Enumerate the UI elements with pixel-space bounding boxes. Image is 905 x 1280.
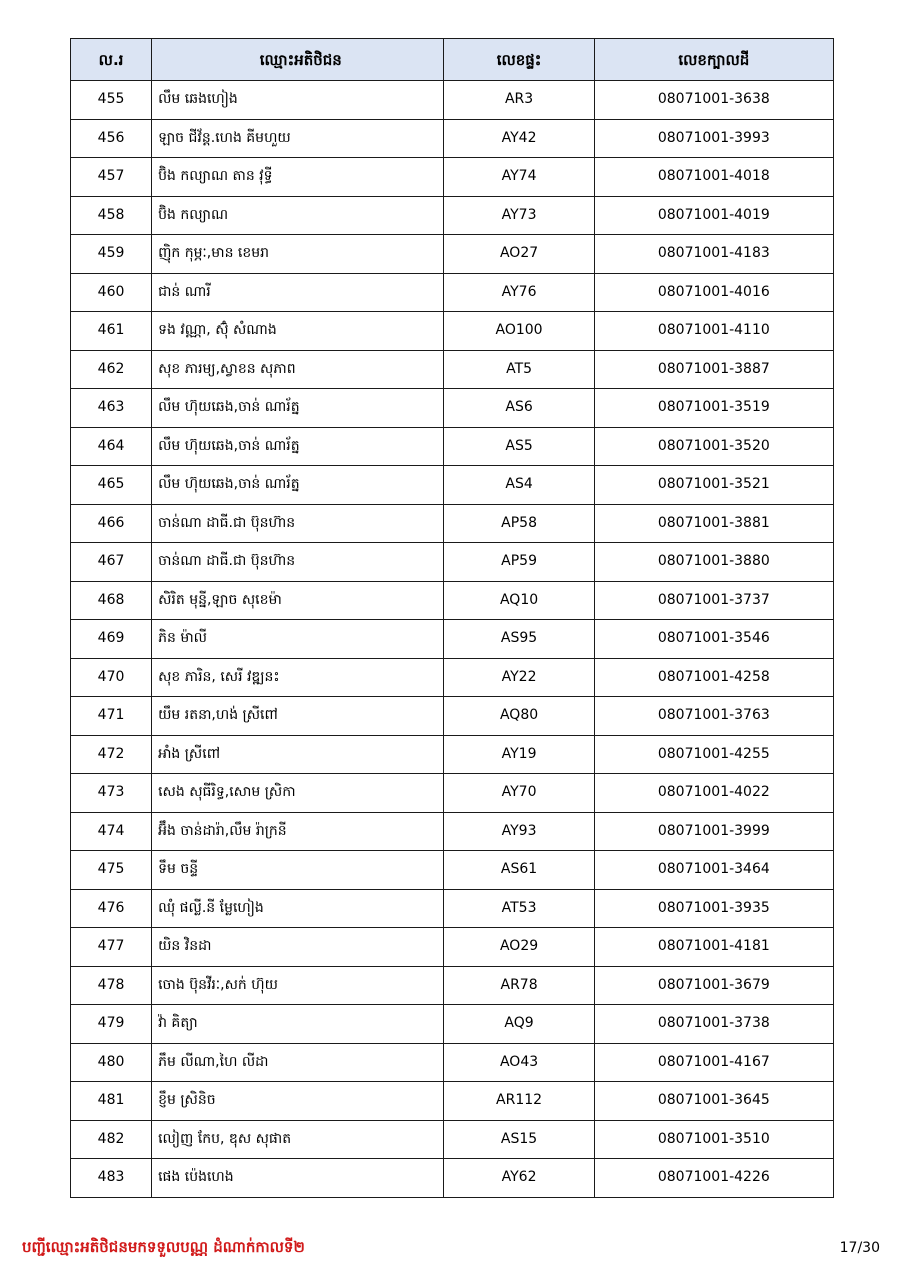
row-number: 469 bbox=[71, 620, 152, 659]
table-row bbox=[71, 658, 834, 697]
house-number: AY76 bbox=[444, 273, 594, 312]
row-number: 468 bbox=[71, 581, 152, 620]
customer-name: ភឹម លីណា,ហៃ លីដា bbox=[152, 1043, 444, 1082]
row-number: 470 bbox=[71, 658, 152, 697]
house-number: AQ9 bbox=[444, 1005, 594, 1044]
customer-name: លឹម ហ៊ុយឆេង,ចាន់ ណារ័ត្ន bbox=[152, 389, 444, 428]
land-title-number: 08071001-3881 bbox=[594, 504, 833, 543]
row-number: 460 bbox=[71, 273, 152, 312]
house-number: AO29 bbox=[444, 928, 594, 967]
customer-name: អាំង ស្រីពៅ bbox=[152, 735, 444, 774]
land-title-number: 08071001-3935 bbox=[594, 889, 833, 928]
table-row bbox=[71, 1043, 834, 1082]
row-number: 455 bbox=[71, 81, 152, 120]
table-row bbox=[71, 273, 834, 312]
table-row bbox=[71, 235, 834, 274]
customer-name: ញ៉ិក កុម្ភៈ,មាន ខេមរា bbox=[152, 235, 444, 274]
footer-title: បញ្ជីឈ្មោះអតិថិជនមកទទួលបណ្ណ ដំណាក់កាលទី២ bbox=[22, 1238, 305, 1256]
customer-name: សុខ ភារិន, សេរី វឌ្ឍនះ bbox=[152, 658, 444, 697]
house-number: AY73 bbox=[444, 196, 594, 235]
house-number: AS5 bbox=[444, 427, 594, 466]
row-number: 471 bbox=[71, 697, 152, 736]
customer-name: ភិន ម៉ាលី bbox=[152, 620, 444, 659]
customer-name: យឹម រតនា,ហង់ ស្រីពៅ bbox=[152, 697, 444, 736]
house-number: AS15 bbox=[444, 1120, 594, 1159]
row-number: 480 bbox=[71, 1043, 152, 1082]
land-title-number: 08071001-4181 bbox=[594, 928, 833, 967]
customer-name: ប៊ិង កល្យាណ តាន វុទ្ធី bbox=[152, 158, 444, 197]
page-number: 17/30 bbox=[839, 1240, 880, 1256]
land-title-number: 08071001-3999 bbox=[594, 812, 833, 851]
house-number: AS6 bbox=[444, 389, 594, 428]
house-number: AP58 bbox=[444, 504, 594, 543]
land-title-number: 08071001-3738 bbox=[594, 1005, 833, 1044]
table-row bbox=[71, 504, 834, 543]
table-body bbox=[71, 81, 834, 1198]
land-title-number: 08071001-3638 bbox=[594, 81, 833, 120]
row-number: 464 bbox=[71, 427, 152, 466]
customer-name: សុខ ភារម្យ,ស្វាខន សុភាព bbox=[152, 350, 444, 389]
house-number: AY70 bbox=[444, 774, 594, 813]
row-number: 477 bbox=[71, 928, 152, 967]
house-number: AY19 bbox=[444, 735, 594, 774]
customer-name: ចោង ប៊ុនវីរៈ,សក់ ហ៊ុយ bbox=[152, 966, 444, 1005]
land-title-number: 08071001-3679 bbox=[594, 966, 833, 1005]
house-number: AS4 bbox=[444, 466, 594, 505]
house-number: AY42 bbox=[444, 119, 594, 158]
row-number: 478 bbox=[71, 966, 152, 1005]
table-row bbox=[71, 1082, 834, 1121]
table-row bbox=[71, 543, 834, 582]
row-number: 472 bbox=[71, 735, 152, 774]
table-row bbox=[71, 466, 834, 505]
house-number: AS95 bbox=[444, 620, 594, 659]
house-number: AO43 bbox=[444, 1043, 594, 1082]
table-row bbox=[71, 389, 834, 428]
house-number: AR78 bbox=[444, 966, 594, 1005]
row-number: 475 bbox=[71, 851, 152, 890]
row-number: 482 bbox=[71, 1120, 152, 1159]
land-title-number: 08071001-3519 bbox=[594, 389, 833, 428]
land-title-number: 08071001-3546 bbox=[594, 620, 833, 659]
land-title-number: 08071001-3521 bbox=[594, 466, 833, 505]
table-row bbox=[71, 966, 834, 1005]
row-number: 456 bbox=[71, 119, 152, 158]
table-row bbox=[71, 158, 834, 197]
table-row bbox=[71, 81, 834, 120]
land-title-number: 08071001-4226 bbox=[594, 1159, 833, 1198]
row-number: 474 bbox=[71, 812, 152, 851]
land-title-number: 08071001-4255 bbox=[594, 735, 833, 774]
house-number: AT53 bbox=[444, 889, 594, 928]
table-row bbox=[71, 427, 834, 466]
row-number: 458 bbox=[71, 196, 152, 235]
land-title-number: 08071001-3763 bbox=[594, 697, 833, 736]
land-title-number: 08071001-3880 bbox=[594, 543, 833, 582]
customer-name: លឹម ហ៊ុយឆេង,ចាន់ ណារ័ត្ន bbox=[152, 427, 444, 466]
land-title-number: 08071001-4019 bbox=[594, 196, 833, 235]
table-row bbox=[71, 1120, 834, 1159]
land-title-number: 08071001-3510 bbox=[594, 1120, 833, 1159]
table-row bbox=[71, 774, 834, 813]
land-title-number: 08071001-4183 bbox=[594, 235, 833, 274]
row-number: 462 bbox=[71, 350, 152, 389]
house-number: AO100 bbox=[444, 312, 594, 351]
row-number: 457 bbox=[71, 158, 152, 197]
table-row bbox=[71, 735, 834, 774]
customer-name: លៀញ កែប, ឌុស សុផាត bbox=[152, 1120, 444, 1159]
customer-name: យិន វិនដា bbox=[152, 928, 444, 967]
table-row bbox=[71, 312, 834, 351]
table-row bbox=[71, 812, 834, 851]
table-row bbox=[71, 928, 834, 967]
header-name: ឈ្មោះអតិថិជន bbox=[152, 39, 444, 81]
land-title-number: 08071001-3645 bbox=[594, 1082, 833, 1121]
land-title-number: 08071001-3464 bbox=[594, 851, 833, 890]
row-number: 473 bbox=[71, 774, 152, 813]
house-number: AT5 bbox=[444, 350, 594, 389]
land-title-number: 08071001-4022 bbox=[594, 774, 833, 813]
row-number: 467 bbox=[71, 543, 152, 582]
house-number: AY74 bbox=[444, 158, 594, 197]
customer-name: សិរិត មុន្នី,ឡាច សុខេម៉ា bbox=[152, 581, 444, 620]
customer-name: សេង សុធីរិទ្ធ,សោម ស្រិកា bbox=[152, 774, 444, 813]
table-row bbox=[71, 1159, 834, 1198]
header-land: លេខក្បាលដី bbox=[594, 39, 833, 81]
house-number: AQ80 bbox=[444, 697, 594, 736]
house-number: AY62 bbox=[444, 1159, 594, 1198]
table-row bbox=[71, 119, 834, 158]
house-number: AQ10 bbox=[444, 581, 594, 620]
house-number: AR112 bbox=[444, 1082, 594, 1121]
customer-name: ទឹម ចន្ទី bbox=[152, 851, 444, 890]
land-title-number: 08071001-3737 bbox=[594, 581, 833, 620]
header-no: ល.រ bbox=[71, 39, 152, 81]
customer-name: ឈុំ ផល្លី.នី ម្លែហៀង bbox=[152, 889, 444, 928]
row-number: 466 bbox=[71, 504, 152, 543]
table-row bbox=[71, 889, 834, 928]
customer-name: ជាន់ ណារី bbox=[152, 273, 444, 312]
house-number: AP59 bbox=[444, 543, 594, 582]
row-number: 461 bbox=[71, 312, 152, 351]
land-title-number: 08071001-4018 bbox=[594, 158, 833, 197]
land-title-number: 08071001-4110 bbox=[594, 312, 833, 351]
row-number: 479 bbox=[71, 1005, 152, 1044]
house-number: AY93 bbox=[444, 812, 594, 851]
table-row bbox=[71, 851, 834, 890]
customer-name: លឹម ហ៊ុយឆេង,ចាន់ ណារ័ត្ន bbox=[152, 466, 444, 505]
row-number: 465 bbox=[71, 466, 152, 505]
house-number: AO27 bbox=[444, 235, 594, 274]
house-number: AS61 bbox=[444, 851, 594, 890]
table-row bbox=[71, 350, 834, 389]
land-title-number: 08071001-4167 bbox=[594, 1043, 833, 1082]
row-number: 483 bbox=[71, 1159, 152, 1198]
customer-name: ទង វណ្ណា, ស៊ុំ សំណាង bbox=[152, 312, 444, 351]
land-title-number: 08071001-3993 bbox=[594, 119, 833, 158]
table-row bbox=[71, 581, 834, 620]
customer-table bbox=[70, 38, 834, 1198]
land-title-number: 08071001-3887 bbox=[594, 350, 833, 389]
header-house: លេខផ្ទះ bbox=[444, 39, 594, 81]
table-row bbox=[71, 697, 834, 736]
table-row bbox=[71, 1005, 834, 1044]
house-number: AY22 bbox=[444, 658, 594, 697]
customer-name: អ៊ឹង ចាន់ដារ៉ា,លឹម រ៉ាក្រនី bbox=[152, 812, 444, 851]
customer-name: ឡាច ជីវ័ន្ត.ហេង គីមហួយ bbox=[152, 119, 444, 158]
customer-name: វ៉ា គិត្យា bbox=[152, 1005, 444, 1044]
table-header-row bbox=[71, 39, 834, 81]
customer-name: ចាន់ណា ដាធី.ជា ប៊ុនហ៊ាន bbox=[152, 504, 444, 543]
customer-name: ផេង ប៉េងហេង bbox=[152, 1159, 444, 1198]
row-number: 481 bbox=[71, 1082, 152, 1121]
customer-name: ខ្ញឹម ស្រិនិច bbox=[152, 1082, 444, 1121]
land-title-number: 08071001-4016 bbox=[594, 273, 833, 312]
customer-name: ចាន់ណា ដាធី.ជា ប៊ុនហ៊ាន bbox=[152, 543, 444, 582]
customer-name: លឹម ឆេងហៀង bbox=[152, 81, 444, 120]
customer-name: ប៊ិង កល្យាណ bbox=[152, 196, 444, 235]
row-number: 459 bbox=[71, 235, 152, 274]
land-title-number: 08071001-3520 bbox=[594, 427, 833, 466]
table-row bbox=[71, 196, 834, 235]
row-number: 463 bbox=[71, 389, 152, 428]
land-title-number: 08071001-4258 bbox=[594, 658, 833, 697]
house-number: AR3 bbox=[444, 81, 594, 120]
row-number: 476 bbox=[71, 889, 152, 928]
table-row bbox=[71, 620, 834, 659]
